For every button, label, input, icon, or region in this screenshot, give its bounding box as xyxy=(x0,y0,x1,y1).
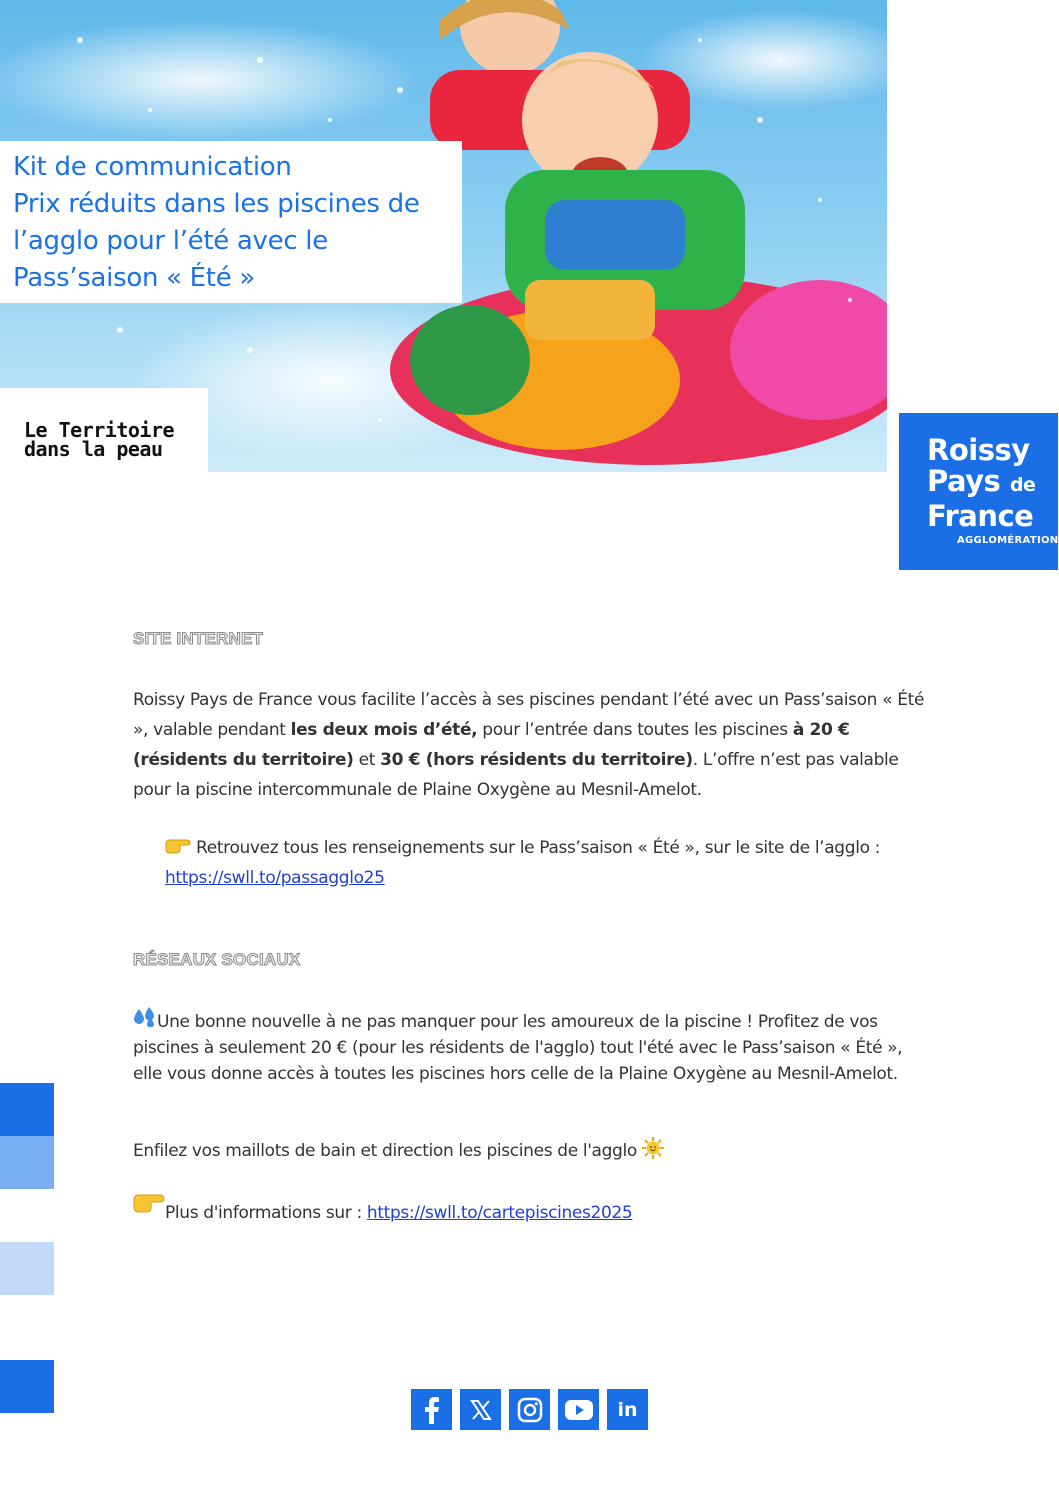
title-line: l’agglo pour l’été avec le xyxy=(13,226,328,256)
water-drops-icon xyxy=(133,1007,157,1027)
title-line: Kit de communication xyxy=(13,152,292,182)
sun-face-icon xyxy=(642,1137,664,1159)
text: et xyxy=(353,750,381,770)
decor-square xyxy=(0,1242,54,1295)
decor-square xyxy=(0,1083,54,1136)
text: Enfilez vos maillots de bain et direction les piscines de l'agglo xyxy=(133,1141,642,1161)
text: . L’offre n’est pas valable pour la piscine intercommunale de Plaine Oxygène au Mesnil-Amelot. xyxy=(133,750,899,800)
bold-text: 30 € (hors résidents du territoire) xyxy=(380,750,693,770)
logo-line-text: Pays xyxy=(927,464,1001,498)
logo-line xyxy=(927,466,1058,501)
roissy-logo xyxy=(899,413,1058,570)
slogan-line: dans la peau xyxy=(24,437,163,461)
x-icon[interactable] xyxy=(460,1389,501,1430)
social-paragraph-1 xyxy=(133,1007,933,1087)
social-links xyxy=(411,1389,648,1430)
linkedin-glyph: in xyxy=(617,1398,638,1421)
pointing-hand-icon xyxy=(165,834,191,850)
slogan-line: Le Territoire xyxy=(24,418,175,442)
bold-text: les deux mois d’été, xyxy=(290,720,478,740)
text: Une bonne nouvelle à ne pas manquer pour les amoureux de la piscine ! Profitez de vos piscines à seulement 20 € (pour les résidents de l'agglo) tout l'été avec le Pass’saison « Été », elle vous donne accès à toutes les piscines hors celle de la Plaine Oxygène au Mesnil-Amelot. xyxy=(133,1012,903,1084)
site-info xyxy=(165,833,935,893)
decor-square xyxy=(0,1360,54,1413)
logo-line: Roissy xyxy=(927,433,1030,467)
pointing-hand-icon xyxy=(133,1192,165,1214)
text: Plus d'informations sur : xyxy=(165,1203,367,1223)
facebook-icon[interactable] xyxy=(411,1389,452,1430)
logo-subtitle: AGGLOMÉRATION xyxy=(957,535,1059,546)
linkedin-icon[interactable] xyxy=(607,1389,648,1430)
slogan-logo xyxy=(0,388,208,472)
section-heading-site: SITE INTERNET xyxy=(133,629,264,648)
carte-piscines-link[interactable]: https://swll.to/cartepiscines2025 xyxy=(366,1203,633,1223)
logo-line-suffix: de xyxy=(1009,474,1036,496)
social-paragraph-2 xyxy=(133,1137,933,1164)
logo-line: France xyxy=(927,499,1034,533)
site-paragraph xyxy=(133,685,933,805)
title-line: Prix réduits dans les piscines de xyxy=(13,189,420,219)
section-heading-social: RÉSEAUX SOCIAUX xyxy=(133,950,301,969)
instagram-icon[interactable] xyxy=(509,1389,550,1430)
youtube-icon[interactable] xyxy=(558,1389,599,1430)
social-paragraph-3 xyxy=(133,1192,933,1226)
title-line: Pass’saison « Été » xyxy=(13,263,255,293)
text: Roissy Pays de France vous facilite l’accès à ses piscines pendant l’été avec un Pass’saison « Été », valable pendant xyxy=(133,690,925,740)
decor-square xyxy=(0,1136,54,1189)
document-title xyxy=(0,141,462,303)
pass-agglo-link[interactable]: https://swll.to/passagglo25 xyxy=(165,868,385,888)
info-text: Retrouvez tous les renseignements sur le Pass’saison « Été », sur le site de l’agglo : xyxy=(191,838,881,858)
text: pour l’entrée dans toutes les piscines xyxy=(477,720,793,740)
bold-text: à 20 € (résidents du territoire) xyxy=(133,720,850,770)
